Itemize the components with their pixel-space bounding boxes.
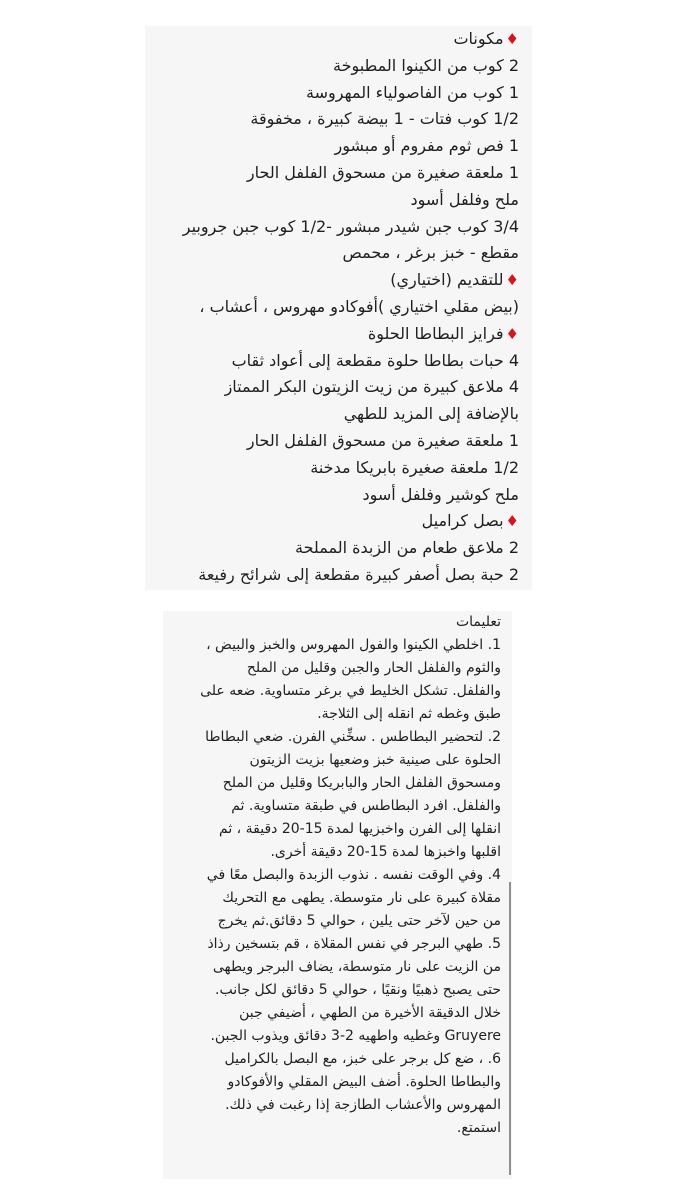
- ingredient-text: 4 ملاعق كبيرة من زيت الزيتون البكر الممتاز: [224, 377, 519, 397]
- ingredient-text: 1 فص ثوم مفروم أو مبشور: [334, 136, 519, 156]
- ingredient-text: ملح وفلفل أسود: [410, 189, 519, 209]
- ingredient-text: مكونات: [453, 29, 504, 48]
- instruction-line: 4. وفي الوقت نفسه . نذوب الزبدة والبصل معًا في: [206, 867, 501, 883]
- instruction-line: خلال الدقيقة الأخيرة من الطهي ، أضيفي جبن: [239, 1005, 501, 1021]
- ingredient-text: 1 ملعقة صغيرة من مسحوق الفلفل الحار: [246, 430, 519, 450]
- ingredients-card: [145, 26, 532, 590]
- ingredients-section-heading: [145, 321, 519, 348]
- ingredient-line: [145, 535, 519, 562]
- ingredient-line: [145, 187, 519, 214]
- ingredient-line: [145, 133, 519, 160]
- ingredient-line: [145, 562, 519, 589]
- red-diamond-icon: ♦: [505, 271, 519, 290]
- ingredient-text: بالإضافة إلى المزيد للطهي: [343, 404, 519, 424]
- ingredient-line: [145, 53, 519, 80]
- instructions-card: [163, 611, 512, 1179]
- ingredient-line: [145, 374, 519, 401]
- instruction-line: 6. ، ضع كل برجر على خبز، مع البصل بالكراميل: [224, 1051, 501, 1067]
- ingredient-text: ملح كوشير وفلفل أسود: [362, 484, 519, 504]
- ingredient-text: 1 كوب من الفاصولياء المهروسة: [306, 82, 519, 102]
- ingredient-line: [145, 80, 519, 107]
- ingredient-line: [145, 214, 519, 241]
- red-diamond-icon: ♦: [505, 324, 519, 343]
- scroll-divider: [509, 882, 511, 1175]
- ingredient-text: 1/2 كوب فتات - 1 بيضة كبيرة ، مخفوقة: [250, 109, 519, 129]
- ingredient-text: 4 حبات بطاطا حلوة مقطعة إلى أعواد ثقاب: [231, 350, 519, 370]
- ingredient-text: مقطع - خبز برغر ، محمص: [342, 243, 519, 263]
- ingredient-text: 2 كوب من الكينوا المطبوخة: [332, 55, 519, 75]
- instruction-line: المهروس والأعشاب الطازجة إذا رغبت في ذلك.: [225, 1097, 501, 1113]
- instruction-line: انقلها إلى الفرن واخبزيها لمدة 15-20 دقيقة ، ثم: [219, 821, 501, 837]
- instruction-line: والثوم والفلفل الحار والجبن وقليل من الملح: [246, 660, 501, 676]
- ingredient-text: 3/4 كوب جبن شيدر مبشور -1/2 كوب جبن جروبير: [182, 216, 519, 236]
- ingredient-text: (بيض مقلي اختياري )أفوكادو مهروس ، أعشاب ،: [199, 296, 519, 316]
- red-diamond-icon: ♦: [505, 512, 519, 531]
- ingredient-line: [145, 401, 519, 428]
- instruction-line: والبطاطا الحلوة. أضف البيض المقلي والأفوكادو: [227, 1074, 501, 1090]
- instruction-line: ومسحوق الفلفل الحار والبابريكا وقليل من الملح: [222, 775, 501, 791]
- instruction-line: والفلفل. تشكل الخليط في برغر متساوية. ضعه على: [200, 683, 501, 699]
- ingredient-line: [145, 240, 519, 267]
- ingredient-line: [145, 428, 519, 455]
- instruction-line: طبق وغطه ثم انقله إلى الثلاجة.: [317, 706, 501, 722]
- instruction-line: الحلوة على صينية خبز وضعيها بزيت الزيتون: [249, 752, 501, 768]
- instruction-line: اقلبها واخبزها لمدة 15-20 دقيقة أخرى.: [270, 844, 501, 860]
- ingredients-section-heading: [145, 26, 519, 53]
- ingredients-section-heading: [145, 267, 519, 294]
- ingredient-line: [145, 106, 519, 133]
- instruction-line: 5. طهي البرجر في نفس المقلاة ، قم بتسخين رذاذ: [207, 936, 501, 952]
- instruction-line: والفلفل. افرد البطاطس في طبقة متساوية. ثم: [231, 798, 501, 814]
- ingredient-line: [145, 348, 519, 375]
- ingredient-text: بصل كراميل: [421, 511, 504, 531]
- ingredient-text: فرايز البطاطا الحلوة: [367, 323, 504, 343]
- ingredient-line: [145, 160, 519, 187]
- instruction-line: استمتع.: [456, 1120, 501, 1136]
- instruction-line: من الزيت على نار متوسطة، يضاف البرجر ويطهى: [212, 959, 501, 975]
- instruction-line: Gruyere وغطيه واطهيه 2-3 دقائق ويذوب الجبن.: [210, 1028, 501, 1044]
- instruction-line: 2. لتحضير البطاطس . سخِّني الفرن. ضعي البطاطا: [205, 729, 501, 745]
- ingredient-text: للتقديم (اختياري): [390, 270, 504, 290]
- ingredients-section-heading: [145, 508, 519, 535]
- instruction-line: مقلاة كبيرة على نار متوسطة. يطهى مع التحريك: [222, 890, 501, 906]
- instruction-line: 1. اخلطي الكينوا والفول المهروس والخبز والبيض ،: [206, 637, 501, 653]
- ingredient-text: 1/2 ملعقة صغيرة بابريكا مدخنة: [310, 457, 519, 477]
- ingredient-line: [145, 294, 519, 321]
- ingredient-line: [145, 482, 519, 509]
- ingredient-text: 2 حبة بصل أصفر كبيرة مقطعة إلى شرائح رفيعة: [198, 564, 519, 584]
- instruction-line: من حين لآخر حتى يلين ، حوالي 5 دقائق.ثم يخرج: [217, 913, 501, 929]
- ingredient-text: 2 ملاعق طعام من الزبدة المملحة: [294, 538, 519, 558]
- ingredient-text: 1 ملعقة صغيرة من مسحوق الفلفل الحار: [246, 162, 519, 182]
- red-diamond-icon: ♦: [505, 30, 519, 48]
- instruction-line: حتى يصبح ذهبيًا ونقيًا ، حوالي 5 دقائق لكل جانب.: [215, 982, 501, 998]
- instructions-title: تعليمات: [455, 614, 501, 630]
- ingredient-line: [145, 455, 519, 482]
